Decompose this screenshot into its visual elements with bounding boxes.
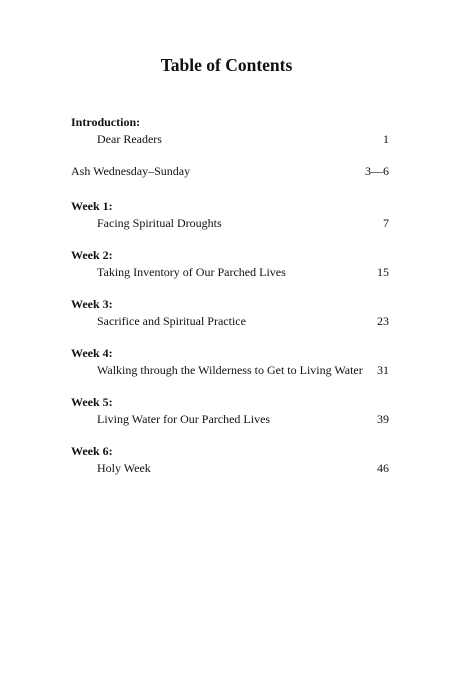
toc-entry bbox=[71, 131, 389, 148]
toc-entry bbox=[71, 163, 389, 180]
toc-entry bbox=[71, 362, 389, 379]
entry-title: Facing Spiritual Droughts bbox=[97, 216, 222, 230]
toc-section-week-1 bbox=[71, 198, 389, 232]
toc-section-week-5 bbox=[71, 394, 389, 428]
page-title: Table of Contents bbox=[160, 55, 293, 75]
toc-entry bbox=[71, 264, 389, 281]
section-heading: Introduction: bbox=[71, 115, 141, 129]
entry-page-number: 1 bbox=[383, 132, 389, 146]
toc-section-ash-wednesday bbox=[71, 163, 389, 180]
section-heading: Week 1: bbox=[71, 199, 113, 213]
toc-entry bbox=[71, 313, 389, 330]
entry-title: Holy Week bbox=[97, 461, 151, 475]
section-heading: Week 2: bbox=[71, 248, 113, 262]
entry-page-number: 31 bbox=[377, 363, 389, 377]
entry-title: Living Water for Our Parched Lives bbox=[97, 412, 271, 426]
entry-page-number: 15 bbox=[377, 265, 389, 279]
entry-page-number: 39 bbox=[377, 412, 389, 426]
toc-section-week-3 bbox=[71, 296, 389, 330]
toc-section-introduction bbox=[71, 114, 389, 148]
entry-page-number: 23 bbox=[377, 314, 389, 328]
entry-title: Taking Inventory of Our Parched Lives bbox=[97, 265, 286, 279]
toc-entry bbox=[71, 411, 389, 428]
toc-section-week-2 bbox=[71, 247, 389, 281]
toc-list bbox=[71, 114, 389, 492]
section-heading: Week 5: bbox=[71, 395, 113, 409]
toc-section-week-4 bbox=[71, 345, 389, 379]
entry-title: Walking through the Wilderness to Get to Living Water bbox=[97, 363, 363, 377]
section-heading: Week 6: bbox=[71, 444, 113, 458]
entry-page-number: 3—6 bbox=[365, 164, 389, 178]
section-heading: Week 4: bbox=[71, 346, 113, 360]
toc-section-week-6 bbox=[71, 443, 389, 477]
entry-title: Dear Readers bbox=[97, 132, 162, 146]
section-heading: Week 3: bbox=[71, 297, 113, 311]
entry-title: Sacrifice and Spiritual Practice bbox=[97, 314, 246, 328]
toc-entry bbox=[71, 215, 389, 232]
entry-page-number: 7 bbox=[383, 216, 389, 230]
entry-page-number: 46 bbox=[377, 461, 389, 475]
entry-title: Ash Wednesday–Sunday bbox=[71, 164, 191, 178]
toc-entry bbox=[71, 460, 389, 477]
